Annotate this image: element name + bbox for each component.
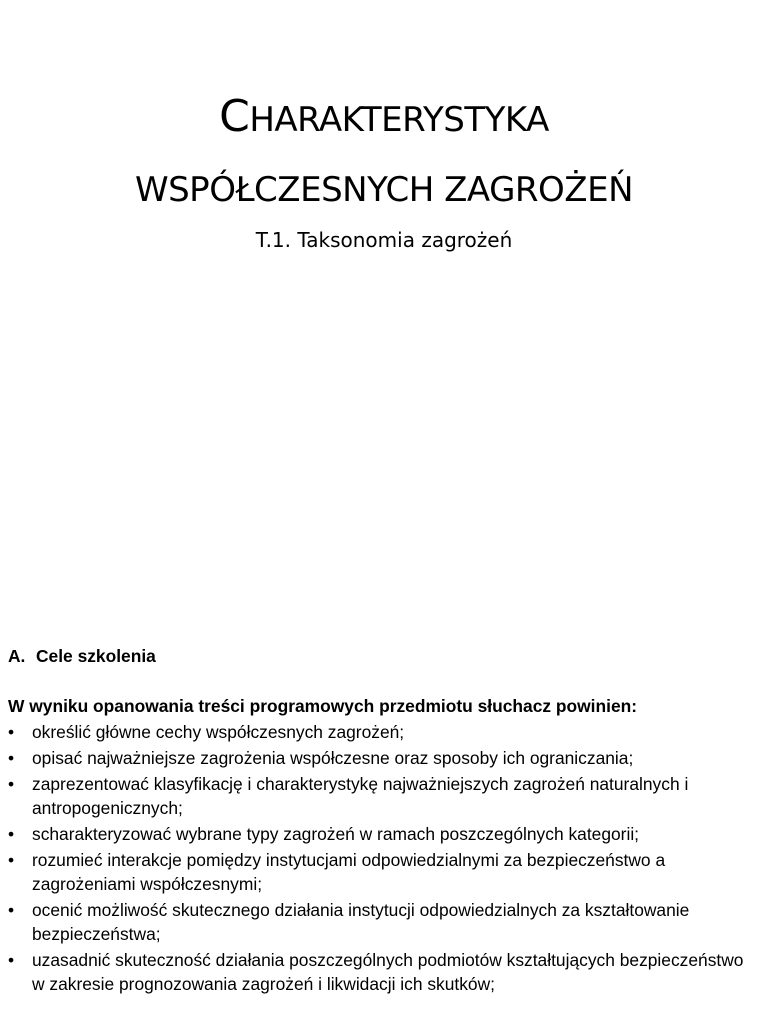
- section-heading: [8, 644, 760, 668]
- slide-title: [0, 82, 768, 225]
- goal-item: • opisać najważniejsze zagrożenia współczesne oraz sposoby ich ograniczania;: [8, 746, 760, 770]
- slide-subtitle: T.1. Taksonomia zagrożeń: [255, 228, 513, 252]
- goal-item: • uzasadnić skuteczność działania poszczególnych podmiotów kształtujących bezpieczeństwo w zakresie prognozowania zagrożeń i likwidacji ich skutków;: [8, 948, 760, 996]
- goals-intro: W wyniku opanowania treści programowych przedmiotu słuchacz powinien:: [8, 696, 638, 716]
- goal-item: • określić główne cechy współczesnych zagrożeń;: [8, 720, 760, 744]
- goal-item: • rozumieć interakcje pomiędzy instytucjami odpowiedzialnymi za bezpieczeństwo a zagrożeniami współczesnymi;: [8, 848, 760, 896]
- goal-item: • scharakteryzować wybrane typy zagrożeń w ramach poszczególnych kategorii;: [8, 822, 760, 846]
- goal-item: • zaprezentować klasyfikację i charakterystykę najważniejszych zagrożeń naturalnych i antropogenicznych;: [8, 772, 760, 820]
- course-goals-section: [8, 644, 760, 998]
- goals-list: [8, 720, 760, 996]
- title-line-2: WSPÓŁCZESNYCH ZAGROŻEŃ: [134, 170, 634, 210]
- title-line-1-rest: HARAKTERYSTYKA: [249, 100, 549, 140]
- title-initial: C: [219, 91, 250, 142]
- section-letter: A.: [8, 646, 26, 666]
- goal-item: • ocenić możliwość skutecznego działania instytucji odpowiedzialnych za kształtowanie bezpieczeństwa;: [8, 898, 760, 946]
- title-line-1: [0, 82, 768, 155]
- section-label: Cele szkolenia: [36, 646, 156, 666]
